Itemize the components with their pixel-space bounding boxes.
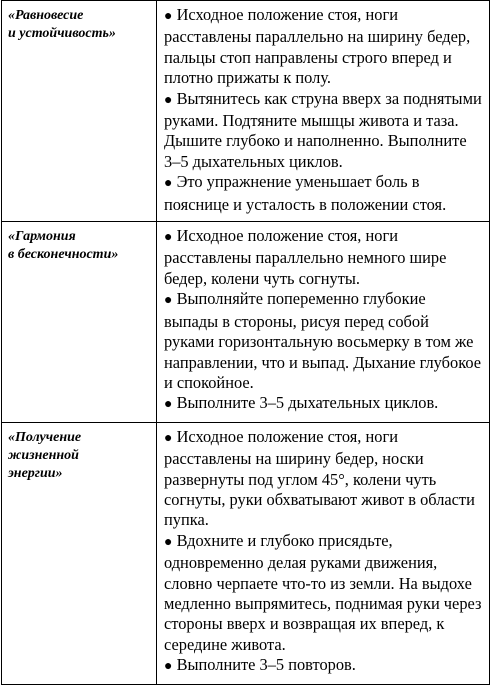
list-item-text: Исходное положение стоя, ноги расставлены на ширину бедер, носки развернуты под углом 45°, колени чуть согнуты, руки обхватывают живот в области пупка. bbox=[164, 426, 475, 530]
bullet-icon: ● bbox=[164, 397, 173, 413]
list-item bbox=[164, 531, 483, 655]
bullet-icon: ● bbox=[164, 92, 173, 108]
list-item-text: Выполните 3–5 повторов. bbox=[176, 655, 356, 675]
exercise-name-line: «Равновесие bbox=[8, 8, 84, 23]
exercise-name-line: жизненной bbox=[8, 447, 79, 463]
exercise-description-cell bbox=[157, 222, 490, 423]
list-item bbox=[164, 427, 483, 531]
list-item bbox=[164, 655, 483, 677]
list-item-text: Исходное положение стоя, ноги расставлены параллельно немного шире бедер, колени чуть согнуты. bbox=[164, 226, 447, 288]
bullet-icon: ● bbox=[164, 230, 173, 246]
list-item bbox=[164, 172, 483, 215]
exercise-name-line: «Гармония bbox=[8, 229, 76, 245]
list-item-text: Это упражнение уменьшает боль в пояснице и усталость в положении стоя. bbox=[164, 172, 447, 214]
exercise-description-cell bbox=[157, 422, 490, 684]
list-item bbox=[164, 89, 483, 173]
bullet-icon: ● bbox=[164, 176, 173, 192]
list-item bbox=[164, 5, 483, 89]
exercise-name-cell bbox=[2, 422, 157, 684]
list-item-text: Выполните 3–5 дыхательных циклов. bbox=[176, 393, 439, 413]
table-row bbox=[2, 422, 490, 684]
bullet-icon: ● bbox=[164, 534, 173, 550]
table-row bbox=[2, 1, 490, 222]
list-item-text: Выполняйте попеременно глубокие выпады в стороны, рисуя перед собой руками горизонтальную восьмерку в том же направлении, что и выпад. Дыхание глубокое и спокойное. bbox=[164, 289, 481, 392]
list-item-text: Исходное положение стоя, ноги расставлены параллельно на ширину бедер, пальцы стоп направлены строго вперед и плотно прижаты к полу. bbox=[164, 5, 471, 88]
list-item bbox=[164, 226, 483, 289]
list-item bbox=[164, 393, 483, 415]
exercise-name-line: и устойчивость» bbox=[8, 26, 116, 41]
exercise-name-line: в бесконечности» bbox=[8, 247, 119, 263]
exercise-name-line: «Получение bbox=[8, 429, 82, 445]
list-item-text: Вытянитесь как струна вверх за поднятыми руками. Подтяните мышцы живота и таза. Дышите глубоко и наполненно. Выполните 3–5 дыхательных циклов. bbox=[164, 88, 482, 171]
list-item bbox=[164, 289, 483, 393]
table-row bbox=[2, 222, 490, 423]
exercise-name-line: энергии» bbox=[8, 465, 63, 481]
bullet-icon: ● bbox=[164, 430, 173, 446]
bullet-icon: ● bbox=[164, 9, 173, 24]
bullet-icon: ● bbox=[164, 293, 173, 309]
exercises-table bbox=[1, 0, 490, 685]
exercise-name-cell bbox=[2, 1, 157, 222]
exercise-description-cell bbox=[157, 1, 490, 222]
exercise-name-cell bbox=[2, 222, 157, 423]
list-item-text: Вдохните и глубоко присядьте, одновременно делая руками движения, словно черпаете что-то из земли. На выдохе медленно выпрямитесь, поднимая руки через стороны вверх и возвращая их вперед, к середине живота. bbox=[164, 530, 482, 654]
bullet-icon: ● bbox=[164, 659, 173, 675]
